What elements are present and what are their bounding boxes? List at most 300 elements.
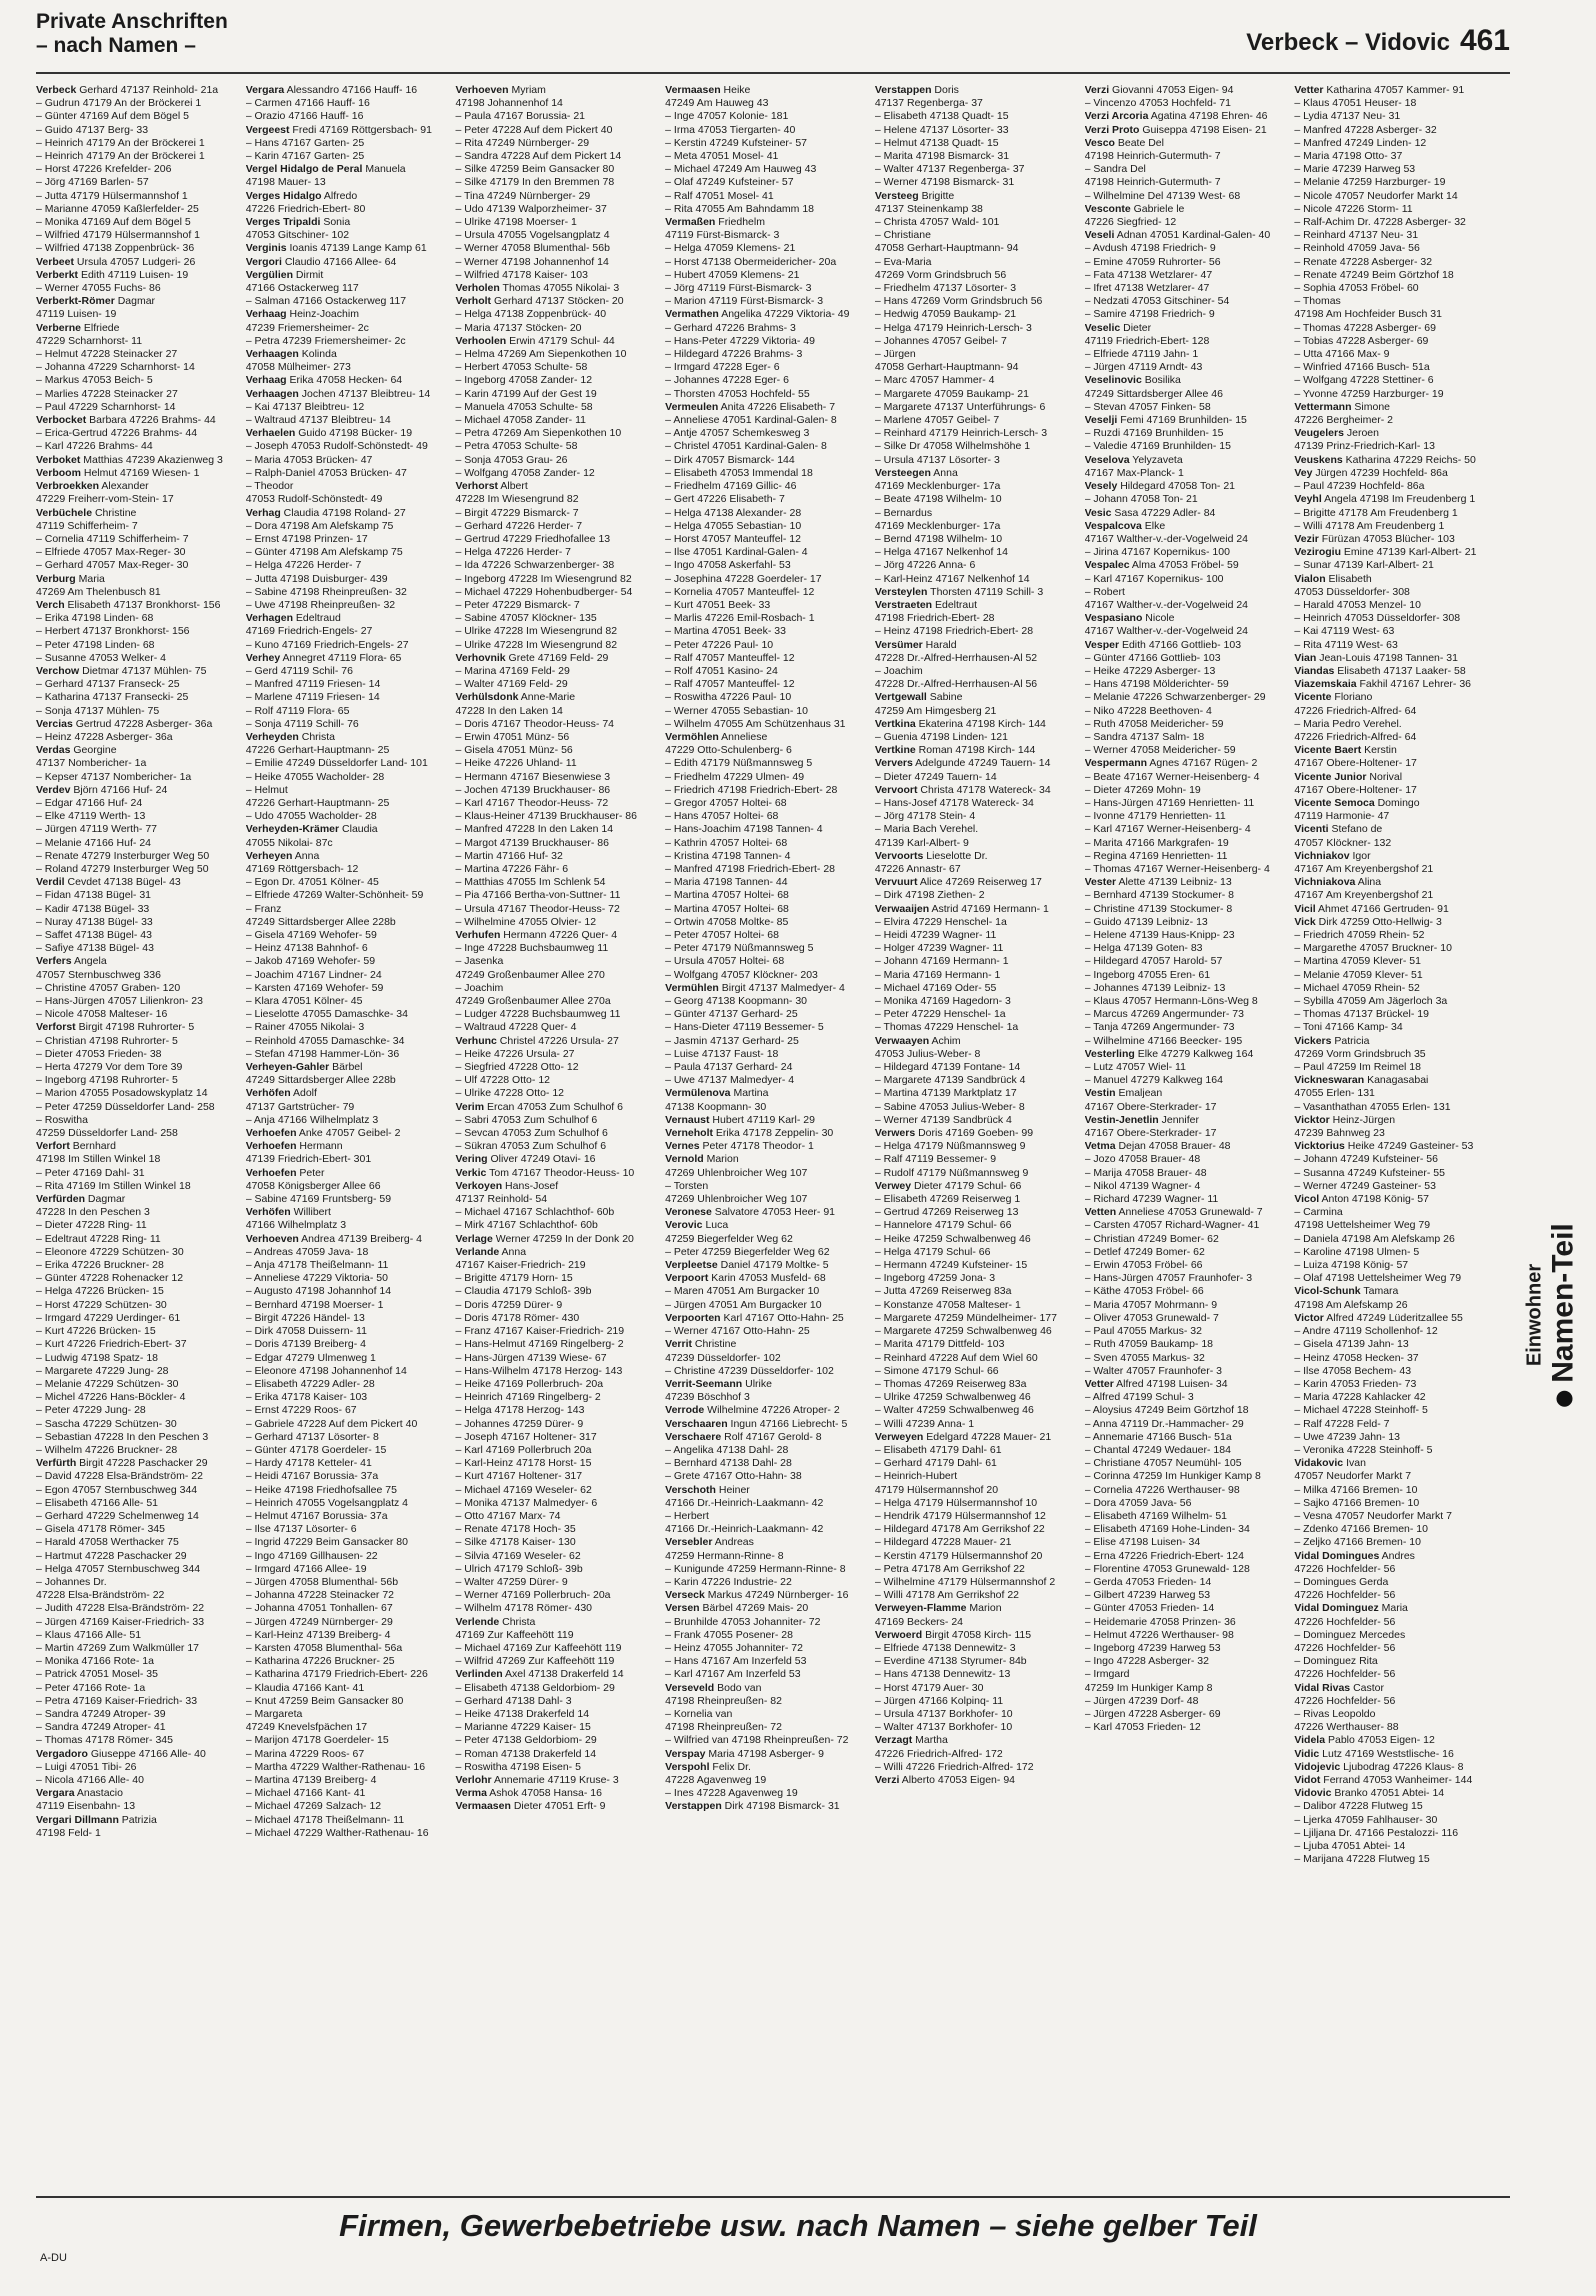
- surname: Verkoyen: [455, 1179, 503, 1192]
- directory-entry: [875, 678, 1079, 691]
- entry-details: – Johanna 47051 Tonhallen- 67: [245, 1602, 393, 1615]
- directory-entry: [455, 889, 659, 902]
- entry-details: – Margarethe 47057 Bruckner- 10: [1294, 942, 1452, 955]
- entry-details: – Ingo 47058 Askerfahl- 53: [665, 559, 791, 572]
- entry-details: 47137 Regenberga- 37: [874, 97, 983, 110]
- directory-entry: [665, 401, 869, 414]
- directory-entry: [665, 1761, 869, 1774]
- directory-entry: [246, 639, 450, 652]
- directory-entry: [455, 639, 659, 652]
- directory-entry: [1085, 1365, 1289, 1378]
- directory-entry: [1294, 361, 1498, 374]
- entry-details: – Wolfgang 47057 Klöckner- 203: [665, 968, 818, 981]
- directory-entry: [665, 388, 869, 401]
- directory-entry: [1085, 322, 1289, 335]
- directory-entry: [455, 388, 659, 401]
- entry-details: – Helmut 47226 Werthauser- 98: [1084, 1628, 1234, 1641]
- entry-details: Edith 47166 Gottlieb- 103: [1119, 638, 1242, 651]
- directory-entry: [455, 1378, 659, 1391]
- directory-entry: [36, 691, 240, 704]
- entry-details: – Dieter 47269 Mohn- 19: [1084, 783, 1201, 796]
- entry-details: 47058 Gerhart-Hauptmann- 94: [874, 361, 1019, 374]
- directory-entry: [665, 229, 869, 242]
- entry-details: – Antje 47057 Schemkesweg 3: [665, 427, 810, 440]
- directory-entry: [36, 639, 240, 652]
- directory-entry: [246, 1470, 450, 1483]
- entry-details: – Katharina 47137 Fransecki- 25: [36, 691, 189, 704]
- side-tab: [1518, 1150, 1586, 1480]
- directory-entry: [246, 1748, 450, 1761]
- directory-entry: [246, 1457, 450, 1470]
- entry-details: – Sandra 47228 Auf dem Pickert 14: [455, 150, 622, 163]
- entry-details: 47119 Friedrich-Ebert- 128: [1084, 334, 1210, 347]
- surname: Vidot: [1294, 1774, 1321, 1786]
- directory-entry: [246, 533, 450, 546]
- directory-entry: [36, 1365, 240, 1378]
- entry-details: – Werner 47055 Fuchs- 86: [36, 282, 161, 295]
- entry-details: – Guido 47137 Berg- 33: [36, 123, 149, 136]
- directory-entry: [36, 1655, 240, 1668]
- directory-entry: [246, 176, 450, 189]
- directory-entry: [665, 1167, 869, 1180]
- entry-details: – Ralf 47119 Bessemer- 9: [874, 1153, 997, 1166]
- entry-details: 47226 Friedrich-Alfred- 64: [1294, 730, 1417, 743]
- entry-details: 47226 Friedrich-Alfred- 64: [1294, 704, 1417, 717]
- directory-entry: [246, 982, 450, 995]
- directory-entry: [36, 1021, 240, 1034]
- entry-details: 47269 Am Thelenbusch 81: [36, 585, 161, 598]
- directory-entry: [665, 942, 869, 955]
- directory-entry: [875, 1682, 1079, 1695]
- surname: Vergel Hidalgo de Peral: [245, 163, 363, 176]
- directory-entry: [246, 1576, 450, 1589]
- directory-entry: [455, 308, 659, 321]
- entry-details: 47228 In den Laken 14: [455, 704, 563, 717]
- directory-entry: [1085, 1668, 1289, 1681]
- entry-details: – Anna 47119 Dr.-Hammacher- 29: [1084, 1417, 1244, 1430]
- entry-details: – Orazio 47166 Hauff- 16: [245, 110, 364, 123]
- entry-details: – Margarete 47259 Mündelheimer- 177: [874, 1311, 1057, 1324]
- entry-details: – Karl 47226 Brahms- 44: [36, 440, 153, 453]
- surname: Veselji: [1084, 414, 1118, 427]
- entry-details: – Roswitha: [36, 1113, 88, 1126]
- directory-entry: [455, 1087, 659, 1100]
- directory-entry: [665, 599, 869, 612]
- surname: Vettermann: [1294, 400, 1352, 413]
- surname: Verboket: [36, 453, 81, 466]
- entry-details: – Johanna 47228 Steinacker 72: [245, 1589, 395, 1602]
- directory-entry: [36, 823, 240, 836]
- directory-entry: [1294, 1629, 1498, 1642]
- entry-details: – Susanne 47053 Welker- 4: [36, 651, 166, 664]
- entry-details: – Ulf 47228 Otto- 12: [455, 1074, 550, 1087]
- directory-entry: [875, 1193, 1079, 1206]
- directory-entry: [1294, 1140, 1498, 1153]
- directory-entry: [665, 124, 869, 137]
- entry-details: Dagmar: [114, 295, 156, 308]
- entry-details: – Peter 47166 Rote- 1a: [36, 1681, 146, 1694]
- entry-details: – Werner 47055 Sebastian- 10: [665, 704, 808, 717]
- entry-details: – Ljiljana Dr. 47166 Pestalozzi- 116: [1294, 1826, 1459, 1839]
- surname: Verwoerd: [874, 1628, 923, 1641]
- entry-details: – Margareta: [245, 1707, 303, 1720]
- entry-details: Achim: [929, 1034, 961, 1047]
- directory-entry: [665, 969, 869, 982]
- directory-entry: [36, 322, 240, 335]
- entry-details: Felix Dr.: [709, 1760, 751, 1773]
- entry-details: – Lieselotte 47055 Damaschke- 34: [245, 1008, 408, 1021]
- directory-entry: [36, 665, 240, 678]
- entry-details: – Gabriele 47228 Auf dem Pickert 40: [245, 1417, 418, 1430]
- surname: Verbocket: [36, 414, 87, 427]
- directory-entry: [36, 348, 240, 361]
- directory-entry: [455, 1114, 659, 1127]
- surname: Verdas: [36, 744, 71, 757]
- directory-entry: [875, 1616, 1079, 1629]
- directory-entry: [36, 454, 240, 467]
- directory-entry: [1085, 1695, 1289, 1708]
- entry-details: – Elisabeth 47169 Wilhelm- 51: [1084, 1509, 1228, 1522]
- entry-details: – Johannes 47259 Dürer- 9: [455, 1417, 584, 1430]
- surname: Verseveld: [665, 1681, 715, 1694]
- directory-entry: [1085, 520, 1289, 533]
- entry-details: Claudio 47166 Allee- 64: [281, 255, 397, 268]
- directory-entry: [1085, 335, 1289, 348]
- directory-entry: [455, 110, 659, 123]
- entry-details: – Paula 47137 Gerhard- 24: [665, 1061, 793, 1074]
- directory-entry: [665, 823, 869, 836]
- directory-entry: [246, 916, 450, 929]
- entry-details: Roman 47198 Kirch- 144: [915, 744, 1036, 757]
- entry-details: Heike 47249 Gasteiner- 53: [1344, 1140, 1474, 1153]
- directory-entry: [455, 1721, 659, 1734]
- surname: Vetma: [1084, 1140, 1116, 1153]
- directory-entry: [875, 1655, 1079, 1668]
- surname: Vermaasen: [665, 84, 721, 96]
- entry-details: – Helga 47167 Nelkenhof 14: [874, 546, 1008, 559]
- directory-entry: [36, 1629, 240, 1642]
- entry-details: – Werner 47169 Pollerbruch- 20a: [455, 1589, 611, 1602]
- directory-entry: [1085, 757, 1289, 770]
- entry-details: – Erica-Gertrud 47226 Brahms- 44: [36, 427, 198, 440]
- directory-entry: [1294, 850, 1498, 863]
- entry-details: – Ralf-Achim Dr. 47228 Asberger- 32: [1294, 216, 1466, 229]
- entry-details: – Gertrud 47229 Friedhofallee 13: [455, 532, 611, 545]
- directory-entry: [246, 1682, 450, 1695]
- directory-entry: [455, 718, 659, 731]
- directory-entry: [1085, 1655, 1289, 1668]
- entry-details: Bärbel 47269 Mais- 20: [699, 1602, 809, 1615]
- directory-entry: [1085, 1378, 1289, 1391]
- directory-entry: [36, 625, 240, 638]
- directory-entry: [246, 256, 450, 269]
- directory-entry: [665, 533, 869, 546]
- entry-details: Bodo van: [714, 1681, 762, 1694]
- directory-entry: [36, 1180, 240, 1193]
- directory-entry: [1085, 652, 1289, 665]
- entry-details: – Michel 47226 Hans-Böckler- 4: [36, 1391, 186, 1404]
- entry-details: Anneliese: [718, 730, 768, 743]
- entry-details: – Peter 47198 Linden- 68: [36, 638, 155, 651]
- directory-entry: [875, 1312, 1079, 1325]
- entry-details: Castor: [1350, 1681, 1384, 1694]
- entry-details: – Nedzati 47053 Gitschiner- 54: [1084, 295, 1230, 308]
- directory-entry: [36, 1352, 240, 1365]
- entry-details: – Michael 47166 Kant- 41: [245, 1787, 366, 1800]
- entry-details: – Sonja 47053 Grau- 26: [455, 453, 568, 466]
- entry-details: 47229 Otto-Schulenberg- 6: [665, 744, 792, 757]
- directory-entry: [455, 190, 659, 203]
- entry-details: – Jürgen 47119 Werth- 77: [36, 823, 158, 836]
- entry-details: – Thomas 47137 Brückel- 19: [1294, 1008, 1429, 1021]
- directory-entry: [875, 176, 1079, 189]
- surname: Verhaag: [245, 308, 287, 321]
- directory-entry: [246, 1761, 450, 1774]
- entry-details: 47249 Großenbaumer Allee 270a: [455, 995, 611, 1008]
- directory-entry: [36, 863, 240, 876]
- entry-details: – Helga 47057 Sternbuschweg 344: [36, 1562, 201, 1575]
- entry-details: – Edith 47179 Nüßmannsweg 5: [665, 757, 813, 770]
- directory-entry: [1085, 1682, 1289, 1695]
- entry-details: – Helga 47226 Herder- 7: [455, 546, 572, 559]
- directory-entry: [875, 731, 1079, 744]
- surname: Vidal Rivas: [1294, 1681, 1351, 1694]
- entry-details: 47226 Bergheimer- 2: [1294, 414, 1393, 427]
- directory-entry: [1085, 771, 1289, 784]
- directory-entry: [665, 1484, 869, 1497]
- entry-details: – Uwe 47198 Rheinpreußen- 32: [245, 598, 396, 611]
- entry-details: – Wilhelm 47226 Bruckner- 28: [36, 1443, 178, 1456]
- entry-details: Birgit 47137 Malmedyer- 4: [718, 981, 845, 994]
- entry-details: Annemarie 47119 Kruse- 3: [491, 1774, 619, 1786]
- directory-entry: [36, 84, 240, 97]
- surname: Verhag: [245, 506, 281, 519]
- entry-details: 47226 Werthauser- 88: [1294, 1721, 1399, 1734]
- entry-details: – Werner 47058 Meidericher- 59: [1084, 744, 1236, 757]
- entry-details: Adelgunde 47249 Tauern- 14: [912, 757, 1051, 770]
- entry-details: – Roswitha 47198 Eisen- 5: [455, 1760, 581, 1773]
- directory-entry: [1294, 282, 1498, 295]
- entry-details: – Karin 47053 Frieden- 73: [1294, 1377, 1417, 1390]
- directory-entry: [246, 1787, 450, 1800]
- directory-entry: [665, 876, 869, 889]
- directory-entry: [36, 1523, 240, 1536]
- entry-details: – Marina 47169 Feld- 29: [455, 664, 570, 677]
- entry-details: – Marita 47166 Markgrafen- 19: [1084, 836, 1229, 849]
- entry-details: – Roland 47279 Insterburger Weg 50: [36, 862, 209, 875]
- entry-details: – Elisabeth 47138 Quadt- 15: [874, 110, 1009, 123]
- entry-details: – Klaus-Heiner 47139 Bruckhauser- 86: [455, 810, 637, 823]
- entry-details: – Heinrich 47179 An der Bröckerei 1: [36, 136, 205, 149]
- directory-entry: [36, 1008, 240, 1021]
- entry-details: Angela: [71, 955, 107, 968]
- directory-entry: [1085, 1140, 1289, 1153]
- directory-entry: [1085, 1470, 1289, 1483]
- entry-details: – Gudrun 47179 An der Bröckerei 1: [36, 97, 202, 110]
- directory-entry: [246, 1101, 450, 1114]
- directory-entry: [1294, 401, 1498, 414]
- directory-entry: [36, 995, 240, 1008]
- entry-details: 47249 Sittardsberger Allee 228b: [245, 1074, 396, 1087]
- entry-details: Andreas: [712, 1536, 754, 1549]
- surname: Vetten: [1084, 1206, 1117, 1219]
- directory-entry: [246, 599, 450, 612]
- directory-entry: [665, 559, 869, 572]
- entry-details: Branko 47051 Abtei- 14: [1331, 1787, 1445, 1800]
- directory-entry: [1294, 124, 1498, 137]
- entry-details: – Karl 47053 Frieden- 12: [1084, 1721, 1201, 1734]
- directory-entry: [665, 1721, 869, 1734]
- entry-details: – Martina 47057 Holtei- 68: [665, 902, 789, 915]
- directory-entry: [246, 942, 450, 955]
- surname: Vey: [1294, 466, 1313, 479]
- directory-entry: [1294, 1682, 1498, 1695]
- entry-details: Agnes 47167 Rügen- 2: [1147, 757, 1258, 770]
- surname: Viandas: [1294, 664, 1335, 677]
- directory-entry: [1294, 797, 1498, 810]
- entry-details: – Grete 47167 Otto-Hahn- 38: [665, 1470, 802, 1483]
- directory-entry: [455, 216, 659, 229]
- directory-entry: [1085, 1259, 1289, 1272]
- entry-details: Gerhard 47137 Reinhold- 21a: [76, 84, 219, 96]
- directory-entry: [455, 176, 659, 189]
- directory-entry: [875, 995, 1079, 1008]
- directory-entry: [1294, 335, 1498, 348]
- directory-entry: [1294, 1021, 1498, 1034]
- surname: Vermathen: [665, 308, 719, 321]
- entry-details: – Tina 47249 Nürnberger- 29: [455, 189, 591, 202]
- directory-entry: [1294, 744, 1498, 757]
- directory-entry: [455, 1352, 659, 1365]
- entry-details: – Peter 47179 Nüßmannsweg 5: [665, 942, 814, 955]
- entry-details: – Rolf 47119 Flora- 65: [245, 704, 350, 717]
- entry-details: – Marlene 47119 Friesen- 14: [245, 691, 380, 704]
- entry-details: 47198 Johannenhof 14: [455, 97, 563, 110]
- directory-entry: [1085, 1510, 1289, 1523]
- directory-entry: [1294, 176, 1498, 189]
- entry-details: Björn 47166 Huf- 24: [70, 783, 168, 796]
- surname: Vervoort: [874, 783, 918, 796]
- directory-entry: [875, 929, 1079, 942]
- directory-entry: [246, 1629, 450, 1642]
- entry-details: – Heike 47198 Friedhofsallee 75: [245, 1483, 397, 1496]
- surname: Verhovnik: [455, 651, 506, 664]
- surname: Vicente Baert: [1294, 744, 1362, 757]
- directory-entry: [246, 1616, 450, 1629]
- directory-entry: [1085, 823, 1289, 836]
- directory-entry: [1294, 982, 1498, 995]
- directory-entry: [246, 1484, 450, 1497]
- entry-details: – Edeltraut 47228 Ring- 11: [36, 1232, 161, 1245]
- entry-details: Floriano: [1331, 691, 1373, 704]
- directory-entry: [1085, 269, 1289, 282]
- entry-details: – Wilhelm 47055 Am Schützenhaus 31: [665, 717, 846, 730]
- directory-entry: [455, 876, 659, 889]
- directory-entry: [246, 308, 450, 321]
- entry-details: Ulrike: [742, 1377, 772, 1390]
- entry-details: – Simone 47179 Schul- 66: [874, 1364, 999, 1377]
- entry-details: – Heinrich 47055 Vogelsangplatz 4: [245, 1496, 409, 1509]
- entry-details: 47119 Schifferheim- 7: [36, 519, 138, 532]
- directory-entry: [36, 678, 240, 691]
- entry-details: – Friedhelm 47229 Ulmen- 49: [665, 770, 805, 783]
- directory-entry: [1085, 1101, 1289, 1114]
- directory-entry: [36, 771, 240, 784]
- directory-entry: [1085, 467, 1289, 480]
- surname: Verbeet: [36, 255, 74, 268]
- entry-details: – Nicole 47058 Malteser- 16: [36, 1008, 168, 1021]
- directory-entry: [665, 1602, 869, 1615]
- directory-entry: [455, 1233, 659, 1246]
- directory-entry: [246, 1642, 450, 1655]
- entry-details: Domingo: [1374, 796, 1420, 809]
- entry-details: – Hildegard 47178 Am Gerrikshof 22: [874, 1523, 1045, 1536]
- entry-details: 47138 Koopmann- 30: [665, 1100, 767, 1113]
- entry-details: – Elisabeth 47179 Dahl- 61: [874, 1443, 1002, 1456]
- directory-entry: [875, 823, 1079, 836]
- entry-details: – Gilbert 47239 Harweg 53: [1084, 1589, 1211, 1602]
- directory-entry: [1294, 731, 1498, 744]
- entry-details: – Helma 47269 Am Siepenkothen 10: [455, 348, 627, 361]
- entry-details: – Ursula 47137 Borkhofer- 10: [874, 1707, 1013, 1720]
- entry-details: – Karl 47167 Werner-Heisenberg- 4: [1084, 823, 1251, 836]
- directory-entry: [665, 586, 869, 599]
- directory-entry: [36, 1814, 240, 1827]
- directory-entry: [1085, 969, 1289, 982]
- directory-entry: [36, 1087, 240, 1100]
- directory-entry: [665, 916, 869, 929]
- entry-details: Axel 47138 Drakerfeld 14: [502, 1668, 624, 1681]
- entry-details: – Sven 47055 Markus- 32: [1084, 1351, 1205, 1364]
- directory-entry: [455, 863, 659, 876]
- entry-details: – Kunigunde 47259 Hermann-Rinne- 8: [665, 1562, 846, 1575]
- directory-entry: [1294, 1774, 1498, 1787]
- entry-details: – Johannes 47057 Geibel- 7: [874, 334, 1007, 347]
- entry-details: – Ralf 47228 Feld- 7: [1294, 1417, 1390, 1430]
- entry-details: – Hildegard 47226 Brahms- 3: [665, 348, 803, 361]
- directory-entry: [1085, 1589, 1289, 1602]
- directory-entry: [246, 229, 450, 242]
- entry-details: – Peter 47229 Bismarck- 7: [455, 598, 580, 611]
- surname: Vicol: [1294, 1193, 1320, 1206]
- directory-entry: [36, 969, 240, 982]
- directory-entry: [875, 84, 1079, 97]
- entry-details: – Jörg 47178 Stein- 4: [874, 810, 976, 823]
- entry-details: – Heinz 47198 Friedrich-Ebert- 28: [874, 625, 1034, 638]
- directory-entry: [1294, 150, 1498, 163]
- entry-details: Anneliese 47053 Grunewald- 7: [1116, 1206, 1263, 1219]
- entry-details: – Johann 47249 Kufsteiner- 56: [1294, 1153, 1438, 1166]
- surname: Verchow: [36, 664, 80, 677]
- surname: Vesper: [1084, 638, 1120, 651]
- directory-entry: [1294, 1853, 1498, 1866]
- directory-entry: [1294, 1365, 1498, 1378]
- entry-details: Ioanis 47139 Lange Kamp 61: [286, 242, 427, 255]
- directory-entry: [246, 1312, 450, 1325]
- directory-entry: [665, 256, 869, 269]
- directory-entry: [1294, 1708, 1498, 1721]
- directory-entry: [875, 916, 1079, 929]
- directory-entry: [665, 1193, 869, 1206]
- directory-entry: [665, 1338, 869, 1351]
- entry-details: – Torsten: [665, 1179, 709, 1192]
- directory-entry: [246, 612, 450, 625]
- entry-details: – Marina 47229 Roos- 67: [245, 1747, 365, 1760]
- entry-details: Edelgard 47228 Mauer- 21: [923, 1430, 1052, 1443]
- entry-details: Matthias 47239 Akazienweg 3: [80, 453, 223, 466]
- entry-details: – Monika 47169 Auf dem Bögel 5: [36, 216, 191, 229]
- directory-entry: [36, 150, 240, 163]
